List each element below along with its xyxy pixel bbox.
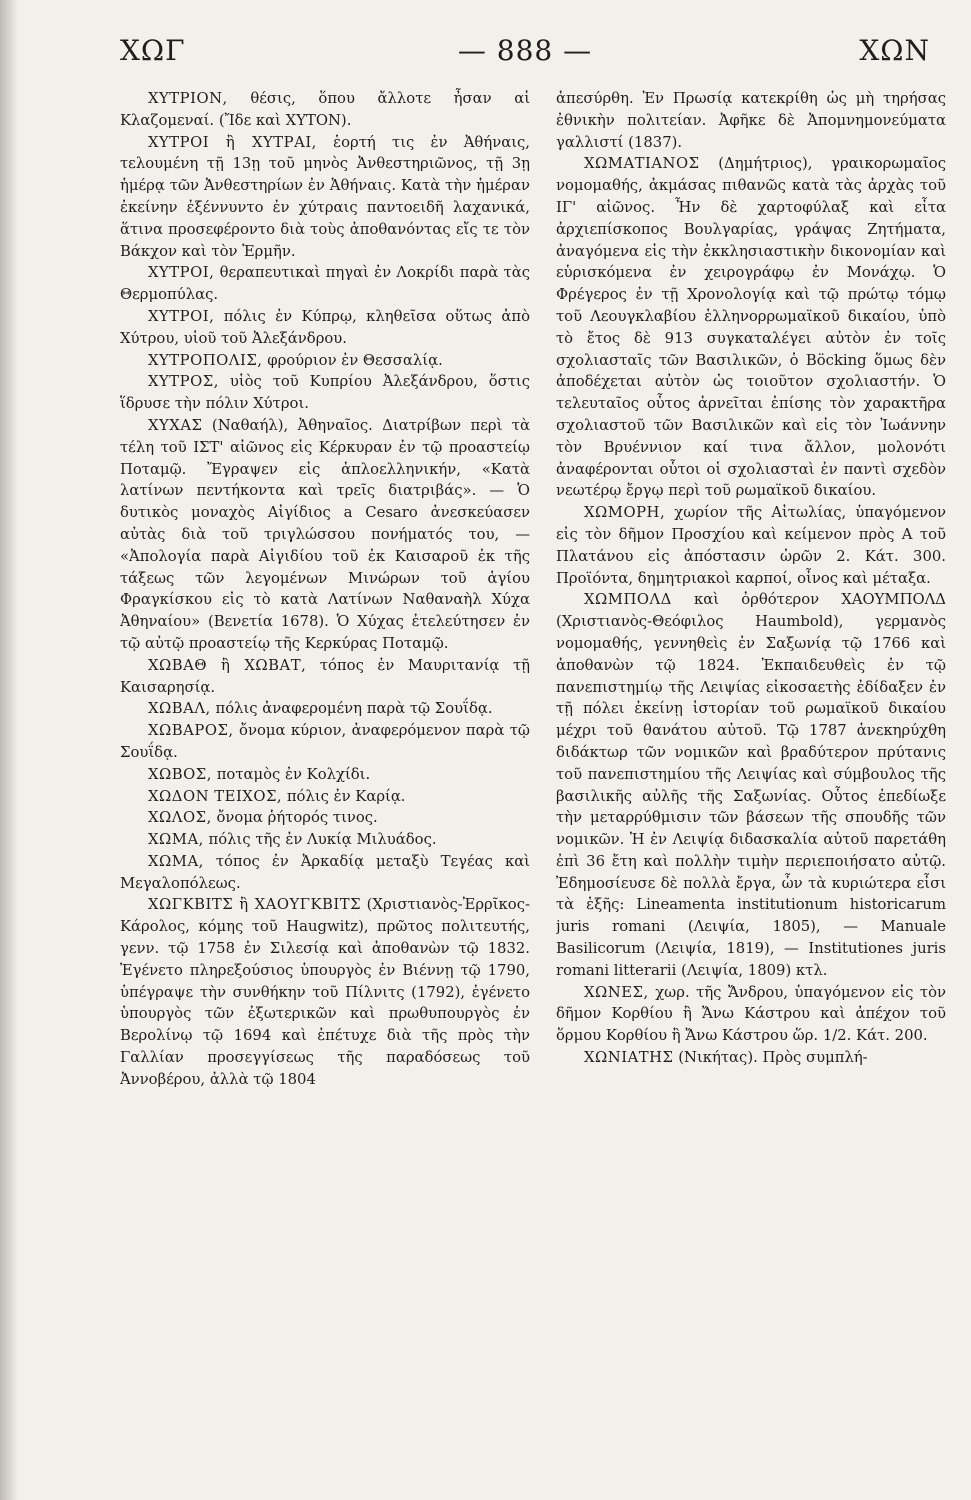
entry-headword: ΧΩΒΟΣ, — [148, 765, 212, 783]
entry-headword: ΧΩΛΟΣ, — [148, 809, 212, 827]
entry-text: πόλις ἐν Καρίᾳ. — [282, 787, 406, 805]
entry-headword: ΧΩΜΑ, — [148, 852, 204, 870]
entry-headword: ΧΥΤΡΟΙ, — [148, 307, 215, 325]
entry-text: (Νικήτας). Πρὸς συμπλή- — [673, 1049, 868, 1067]
entry-text: ποταμὸς ἐν Κολχίδι. — [211, 765, 371, 783]
page-number: — 888 — — [457, 34, 593, 67]
entry-headword: ΧΥΤΡΟΣ, — [148, 373, 219, 391]
entry — [120, 132, 530, 263]
header-right-guideword: ΧΩΝ — [859, 34, 930, 67]
entry — [556, 153, 946, 502]
entry — [120, 786, 530, 808]
entry — [120, 894, 530, 1090]
entry-headword: ΧΥΤΡΙΟΝ, — [148, 90, 228, 107]
entry-headword: ΧΥΤΡΟΙ ἢ ΧΥΤΡΑΙ, — [148, 133, 317, 151]
entry — [120, 655, 530, 699]
entry-text: (Χριστιανὸς-Ἐρρῖκος-Κάρολος, κόμης τοῦ Haugwitz), πρῶτος πολιτευτής, γενν. τῷ 1758 ἐν Σιλεσίᾳ καὶ ἀποθανὼν τῷ 1832. Ἐγένετο πληρεξούσιος ὑπουργὸς ἐν Βιέννῃ τῷ 1790, ὑπέγραψε τὴν συνθήκην τοῦ Πίλνιτς (1792), ἐγένετο ὑπουργὸς τῶν ἐξωτερικῶν καὶ πρωθυπουργὸς ἐν Βερολίνῳ τῷ 1694 καὶ ἐπέτυχε διὰ τῆς πρὸς τὴν Γαλλίαν προσεγγίσεως τῆς παραδόσεως τοῦ Ἀννοβέρου, ἀλλὰ τῷ 1804 — [120, 896, 530, 1088]
entry-text: τόπος ἐν Ἀρκαδίᾳ μεταξὺ Τεγέας καὶ Μεγαλοπόλεως. — [120, 852, 530, 892]
entry — [120, 371, 530, 415]
entry-text: πόλις ἐν Κύπρῳ, κληθεῖσα οὕτως ἀπὸ Χύτρου, υἱοῦ τοῦ Ἀλεξάνδρου. — [120, 307, 530, 347]
entry-text: ἑορτή τις ἐν Ἀθήναις, τελουμένη τῇ 13ῃ τοῦ μηνὸς Ἀνθεστηριῶνος, τῇ 3ῃ ἡμέρᾳ τῶν Ἀνθεστηρίων ἐν Ἀθήναις. Κατὰ τὴν ἡμέραν ἐκείνην ἐξέννυντο ἐν χύτραις παντοειδῆ λαχανικά, ἅτινα προσεφέροντο διὰ τοὺς ἀποθανόντας εἴς τε τὸν Βάκχον καὶ τὸν Ἑρμῆν. — [120, 133, 530, 260]
entry-text: χωρίον τῆς Αἰτωλίας, ὑπαγόμενον εἰς τὸν δῆμον Προσχίου καὶ κείμενον πρὸς Α τοῦ Πλατάνου εἰς ἀπόστασιν ὡρῶν 2. Κάτ. 300. Προϊόντα, δημητριακοὶ καρποί, οἶνος καὶ μέταξα. — [556, 504, 946, 587]
entry-headword: ΧΥΤΡΟΠΟΛΙΣ, — [148, 351, 263, 369]
entry-headword: ΧΩΜΑ, — [148, 831, 204, 849]
entry — [120, 262, 530, 306]
entry — [120, 720, 530, 764]
entry — [120, 415, 530, 655]
entry-headword: ΧΥΧΑΣ — [148, 416, 203, 434]
entry-text: θέσις, ὅπου ἄλλοτε ἦσαν αἱ Κλαζομεναί. (Ἴδε καὶ ΧΥΤΟΝ). — [120, 90, 530, 129]
entry-headword: ΧΩΒΑΡΟΣ, — [148, 722, 234, 740]
entry-text: ὄνομα κύριον, ἀναφερόμενον παρὰ τῷ Σουΐδᾳ. — [120, 722, 530, 761]
entry-headword: ΧΩΒΑΛ, — [148, 700, 211, 718]
entry-text: χωρ. τῆς Ἄνδρου, ὑπαγόμενον εἰς τὸν δῆμον Κορθίου ἢ Ἄνω Κάστρου καὶ ἀπέχον τοῦ ὅρμου Κορθίου ἢ Ἄνω Κάστρου ὥρ. 1/2. Κάτ. 200. — [556, 983, 946, 1045]
entry-headword: ΧΩΓΚΒΙΤΣ ἢ ΧΑΟΥΓΚΒΙΤΣ — [148, 896, 362, 914]
entry-headword: ΧΩΜΠΟΛΔ — [584, 591, 672, 609]
entry-headword: ΧΩΔΟΝ ΤΕΙΧΟΣ, — [148, 787, 283, 805]
entry — [120, 88, 530, 132]
entry-text: καὶ ὀρθότερον ΧΑΟΥΜΠΟΛΔ (Χριστιανὸς-Θεόφιλος Haumbold), γερμανὸς νομομαθής, γεννηθεὶς ἐν Σαξωνίᾳ τῷ 1766 καὶ ἀποθανὼν τῷ 1824. Ἐκπαιδευθεὶς ἐν τῷ πανεπιστημίῳ τῆς Λειψίας εἰκοσαετὴς ἐδίδαξεν ἐν τῇ πόλει ἐκείνῃ ἱστορίαν τοῦ ρωμαϊκοῦ δικαίου μέχρι τοῦ θανάτου αὐτοῦ. Τῷ 1787 ἀνεκηρύχθη διδάκτωρ τῶν νομικῶν καὶ βραδύτερον πρύτανις τοῦ πανεπιστημίου τῆς Λειψίας καὶ σύμβουλος τῆς βασιλικῆς αὐλῆς τῆς Σαξωνίας. Οὗτος ἐπεδίωξε τὴν μεταρρύθμισιν τῶν βάσεων τῆς σπουδῆς τῶν νομικῶν. Ἡ ἐν Λειψίᾳ διδασκαλία αὐτοῦ παρετάθη ἐπὶ 36 ἔτη καὶ πολλὴν τιμὴν περιεποιήσατο αὐτῷ. Ἐδημοσίευσε δὲ πολλὰ ἔργα, ὧν τὰ κυριώτερα εἶσι τὰ ἑξῆς: Lineamenta institutionum historicarum juris romani (Λειψία, 1805), — Manuale Basilicorum (Λειψία, 1819), — Institutiones juris romani litterarii (Λειψία, 1809) κτλ. — [556, 591, 946, 979]
entry-text: φρούριον ἐν Θεσσαλίᾳ. — [262, 351, 443, 369]
entry — [556, 589, 946, 981]
entry-text: πόλις ἀναφερομένη παρὰ τῷ Σουΐδᾳ. — [210, 700, 493, 718]
entry — [120, 829, 530, 851]
entry — [556, 1047, 946, 1069]
entry — [120, 851, 530, 895]
entry — [556, 982, 946, 1047]
entry-text: (Ναθαήλ), Ἀθηναῖος. Διατρίβων περὶ τὰ τέλη τοῦ ΙΣΤ' αἰῶνος εἰς Κέρκυραν ἐν τῷ προαστείῳ Ποταμῷ. Ἔγραψεν εἰς ἁπλοελληνικήν, «Κατὰ λατίνων πεντήκοντα καὶ τρεῖς διατριβάς». — Ὁ δυτικὸς μοναχὸς Αἰγίδιος a Cesaro ἀνεσκεύασεν αὐτὰς διὰ τοῦ τριγλώσσου πονήματός του, — «Ἀπολογία παρὰ Αἰγιδίου τοῦ ἐκ Καισαροῦ ἐκ τῆς τάξεως τῶν λεγομένων Μινώρων τοῦ ἁγίου Φραγκίσκου εἰς τὸ κατὰ Λατίνων Ναθαναὴλ Χύχα Ἀθηναίου» (Βενετία 1678). Ὁ Χύχας ἐτελεύτησεν ἐν τῷ αὐτῷ προαστείῳ τῆς Κερκύρας Ποταμῷ. — [120, 416, 530, 652]
entry-headword: ΧΩΜΑΤΙΑΝΟΣ — [584, 155, 700, 173]
entry-headword: ΧΩΝΙΑΤΗΣ — [584, 1049, 674, 1067]
entry-headword: ΧΩΜΟΡΗ, — [584, 504, 666, 522]
entry — [120, 350, 530, 372]
entry-text: ἀπεσύρθη. Ἐν Πρωσίᾳ κατεκρίθη ὡς μὴ τηρήσας ἐθνικὴν πολιτείαν. Ἀφῆκε δὲ Ἀπομνημονεύματα γαλλιστί (1837). — [556, 90, 946, 151]
entry — [120, 764, 530, 786]
binding-shadow — [0, 0, 18, 1500]
entry-headword: ΧΩΝΕΣ, — [584, 983, 649, 1001]
page-header — [120, 34, 930, 84]
entry-continuation — [556, 88, 946, 153]
header-left-guideword: ΧΩΓ — [120, 34, 186, 67]
entry-headword: ΧΩΒΑΘ ἢ ΧΩΒΑΤ, — [148, 656, 307, 674]
entry — [120, 807, 530, 829]
entry-text: πόλις τῆς ἐν Λυκίᾳ Μιλυάδος. — [203, 831, 437, 849]
entry — [120, 698, 530, 720]
right-column — [556, 88, 946, 1483]
entry-text: (Δημήτριος), γραικορωμαῖος νομομαθής, ἀκμάσας πιθανῶς κατὰ τὰς ἀρχὰς τοῦ ΙΓ' αἰῶνος. Ἦν δὲ χαρτοφύλαξ καὶ εἶτα ἀρχιεπίσκοπος Βουλγαρίας, γράψας Ζητήματα, ἀναγόμενα εἰς τὴν ἐκκλησιαστικὴν δικονομίαν καὶ εὑρισκόμενα ἐν χειρογράφῳ ἐν Μονάχῳ. Ὁ Φρέγερος ἐν τῇ Χρονολογίᾳ καὶ τῷ πρώτῳ τόμῳ τοῦ Λεουγκλαβίου ἑλληνορρωμαϊκοῦ δικαίου, ὑπὸ τὸ ἔτος δὲ 913 συγκαταλέγει αὐτὸν ἐν τοῖς σχολιασταῖς τῶν Βασιλικῶν, ὁ Böcking ὅμως δὲν ἀποδέχεται αὐτὸν ὡς τοιοῦτον σχολιαστήν. Ὁ τελευταῖος οὗτος ἀρνεῖται ἐπίσης τὸν χαρακτῆρα σχολιαστοῦ τῶν Βασιλικῶν καὶ εἰς τὸν Ἰωάννην τὸν Βρυέννιον καί τινα ἄλλον, μολονότι ἀναφέρονται οὗτοι οἱ σχολιασταὶ ἐν παντὶ σχεδὸν νεωτέρῳ ἔργῳ περὶ τοῦ ρωμαϊκοῦ δικαίου. — [556, 155, 946, 500]
entry-text: υἱὸς τοῦ Κυπρίου Ἀλεξάνδρου, ὅστις ἵδρυσε τὴν πόλιν Χύτροι. — [120, 373, 530, 413]
left-column — [120, 88, 530, 1483]
entry-headword: ΧΥΤΡΟΙ, — [148, 264, 215, 282]
entry-text: θεραπευτικαὶ πηγαὶ ἐν Λοκρίδι παρὰ τὰς Θερμοπύλας. — [120, 264, 530, 304]
entry-text: ὄνομα ῥήτορός τινος. — [211, 809, 378, 827]
entry — [556, 502, 946, 589]
entry — [120, 306, 530, 350]
entry-text: τόπος ἐν Μαυριτανίᾳ τῇ Καισαρησίᾳ. — [120, 656, 530, 696]
